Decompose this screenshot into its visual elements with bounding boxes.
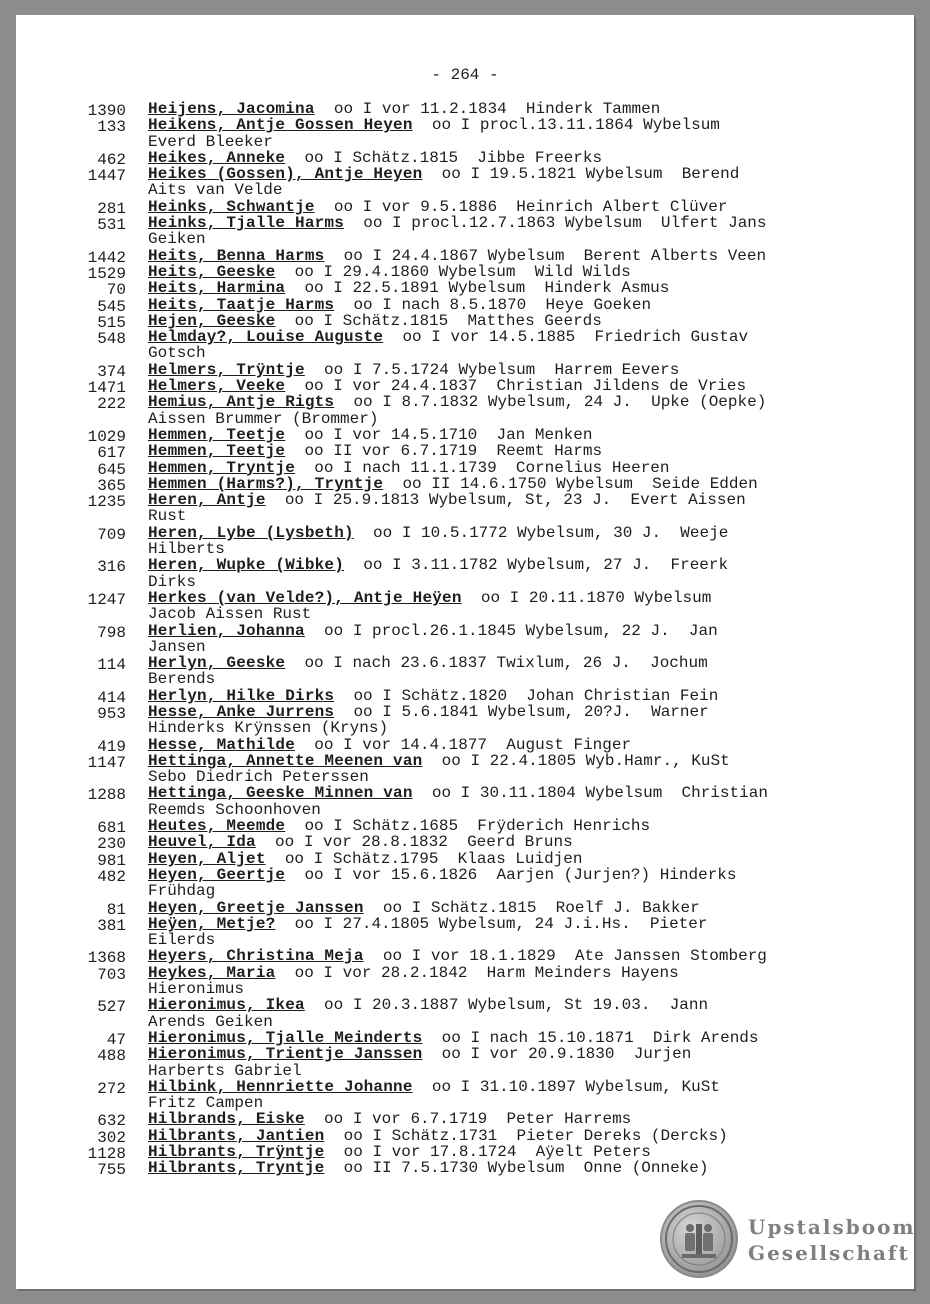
entry-first-line [148,491,746,509]
entry-marriage-info: oo I Schätz.1795 Klaas Luidjen [284,849,583,868]
entry-name: Heits, Harmina [148,279,286,298]
entry-number: 1368 [87,949,126,968]
entry-marriage-info: oo I Schätz.1731 Pieter Dereks (Dercks) [343,1126,728,1145]
entry-first-line [148,654,708,672]
entry-first-line [148,1143,651,1161]
entry-number: 703 [97,965,126,984]
entry-row [0,735,930,756]
entry-number: 1235 [87,493,126,512]
entry-marriage-info: oo I Schätz.1815 Roelf J. Bakker [382,898,700,917]
wordmark-line-1: Upstalsboom [748,1215,916,1239]
entry-row [0,246,930,267]
entry-first-line [148,149,602,167]
entry-row [0,996,930,1029]
entry-name: Heyers, Christina Meja [148,947,364,966]
entry-name: Heren, Lybe (Lysbeth) [148,523,354,542]
entry-row [0,442,930,463]
entry-number: 365 [97,476,126,495]
entry-row [0,360,930,381]
entry-number: 755 [97,1161,126,1180]
entry-continuation: Sebo Diedrich Peterssen [148,768,369,787]
entry-number: 374 [97,362,126,381]
entry-marriage-info: oo I 22.5.1891 Wybelsum Hinderk Asmus [304,279,670,298]
entry-name: Hieronimus, Ikea [148,996,305,1015]
entry-number: 133 [97,118,126,137]
entry-continuation: Fritz Campen [148,1094,264,1113]
entry-name: Hesse, Anke Jurrens [148,702,335,721]
entry-row [0,474,930,495]
entry-row [0,1126,930,1147]
entry-number: 281 [97,199,126,218]
entry-number: 527 [97,998,126,1017]
entry-row [0,752,930,785]
entry-row [0,556,930,589]
entry-number: 272 [97,1079,126,1098]
entry-name: Hejen, Geeske [148,311,276,330]
entry-first-line [148,377,746,395]
entry-name: Hettinga, Geeske Minnen van [148,784,413,803]
entry-first-line [148,996,708,1014]
entry-marriage-info: oo I 31.10.1897 Wybelsum, KuSt [431,1077,720,1096]
entry-row [0,784,930,817]
entry-continuation: Hilberts [148,540,225,559]
society-wordmark [748,1214,916,1266]
entry-name: Hilbrants, Tryntje [148,1159,325,1178]
entry-continuation: Reemds Schoonhoven [148,800,321,819]
entry-marriage-info: oo I procl.12.7.1863 Wybelsum Ulfert Jans [363,214,767,233]
entry-first-line [148,1127,728,1145]
entry-first-line [148,312,602,330]
entry-number: 548 [97,330,126,349]
entry-first-line [148,100,660,118]
entry-name: Helmday?, Louise Auguste [148,328,384,347]
entry-name: Helmers, Veeke [148,377,286,396]
entry-first-line [148,589,711,607]
entry-marriage-info: oo I Schätz.1815 Jibbe Freerks [304,148,603,167]
entry-marriage-info: oo I vor 11.2.1834 Hinderk Tammen [333,100,661,118]
entry-number: 47 [106,1030,126,1049]
entry-number: 515 [97,313,126,332]
entry-number: 632 [97,1112,126,1131]
entry-name: Herlien, Johanna [148,621,305,640]
entry-row [0,833,930,854]
entry-number: 1128 [87,1145,126,1163]
entry-number: 70 [106,281,126,300]
entry-first-line [148,524,728,542]
entry-first-line [148,947,767,965]
entry-row [0,148,930,169]
entry-row [0,1028,930,1049]
entry-first-line [148,1045,691,1063]
entry-first-line [148,752,730,770]
entry-marriage-info: oo I 3.11.1782 Wybelsum, 27 J. Freerk [363,556,729,575]
entry-name: Hesse, Mathilde [148,735,296,754]
entry-number: 709 [97,525,126,544]
entry-name: Heikes (Gossen), Antje Heyen [148,165,423,184]
entry-continuation: Hinderks Krÿnssen (Kryns) [148,719,389,738]
entry-marriage-info: oo I vor 9.5.1886 Heinrich Albert Clüver [333,197,728,216]
entry-continuation: Hieronimus [148,980,245,999]
entry-continuation: Rust [148,507,187,526]
entry-row [0,116,930,149]
entry-name: Hieronimus, Tjalle Meinderts [148,1028,423,1047]
entry-marriage-info: oo I Schätz.1820 Johan Christian Fein [353,686,719,705]
entry-number: 645 [97,460,126,479]
entry-name: Heutes, Meemde [148,817,286,836]
entry-marriage-info: oo I vor 14.5.1885 Friedrich Gustav [402,328,749,347]
entry-first-line [148,622,718,640]
entry-marriage-info: oo I vor 6.7.1719 Peter Harrems [324,1110,632,1129]
entry-row [0,425,930,446]
entry-number: 381 [97,916,126,935]
entry-number: 316 [97,558,126,577]
entry-row [0,524,930,557]
entry-marriage-info: oo I vor 15.6.1826 Aarjen (Jurjen?) Hinderks [304,865,737,884]
entry-marriage-info: oo I Schätz.1685 Frÿderich Henrichs [304,817,651,836]
entry-row [0,393,930,426]
society-seal-logo [660,1200,738,1278]
entry-marriage-info: oo I nach 11.1.1739 Cornelius Heeren [314,458,670,477]
entry-number: 1147 [87,753,126,772]
entry-marriage-info: oo I vor 14.4.1877 August Finger [314,735,632,754]
entry-number: 462 [97,150,126,169]
entry-marriage-info: oo I vor 20.9.1830 Jurjen [441,1045,692,1064]
entry-first-line [148,1159,709,1177]
entry-continuation: Dirks [148,572,197,591]
entry-marriage-info: oo I 29.4.1860 Wybelsum Wild Wilds [294,262,631,281]
entry-first-line [148,361,679,379]
entry-row [0,197,930,218]
entry-number: 1390 [87,102,126,120]
entry-marriage-info: oo I vor 24.4.1837 Christian Jildens de Vries [304,377,747,396]
entry-row [0,328,930,361]
entry-marriage-info: oo I nach 8.5.1870 Heye Goeken [353,295,652,314]
entry-first-line [148,833,573,851]
entry-marriage-info: oo I vor 17.8.1724 Aÿelt Peters [343,1143,651,1161]
entry-marriage-info: oo I procl.13.11.1864 Wybelsum [431,116,720,135]
entry-first-line [148,214,767,232]
entry-row [0,654,930,687]
entry-first-line [148,263,631,281]
entry-marriage-info: oo I vor 18.1.1829 Ate Janssen Stomberg [382,947,767,966]
entry-first-line [148,817,650,835]
entry-row [0,491,930,524]
entry-number: 1247 [87,590,126,609]
entry-name: Herlyn, Hilke Dirks [148,686,335,705]
entry-number: 1442 [87,248,126,267]
entry-continuation: Aissen Brummer (Brommer) [148,409,379,428]
entry-marriage-info: oo I 25.9.1813 Wybelsum, St, 23 J. Evert Aissen [284,491,746,510]
entry-name: Hilbrants, Trÿntje [148,1143,325,1161]
entry-marriage-info: oo I 20.3.1887 Wybelsum, St 19.03. Jann [324,996,709,1015]
entry-name: Hilbrands, Eiske [148,1110,305,1129]
entry-first-line [148,459,670,477]
entry-name: Heykes, Maria [148,963,276,982]
entry-name: Hettinga, Annette Meenen van [148,751,423,770]
entry-name: Heyen, Geertje [148,865,286,884]
entry-marriage-info: oo II vor 6.7.1719 Reemt Harms [304,442,603,461]
entry-continuation: Arends Geiken [148,1012,273,1031]
page-number: - 264 - [431,66,499,84]
entry-row [0,589,930,622]
entry-first-line [148,393,766,411]
entry-number: 414 [97,688,126,707]
entry-marriage-info: oo I 5.6.1841 Wybelsum, 20?J. Warner [353,702,709,721]
entry-name: Heits, Benna Harms [148,246,325,265]
entry-row [0,377,930,398]
entry-row [0,964,930,997]
entry-name: Herlyn, Geeske [148,654,286,673]
entry-row [0,1159,930,1180]
entry-first-line [148,899,700,917]
entry-row [0,898,930,919]
entry-name: Helmers, Trÿntje [148,360,305,379]
entry-first-line [148,736,631,754]
entry-number: 1447 [87,167,126,186]
entry-number: 230 [97,835,126,854]
entry-first-line [148,426,592,444]
entry-name: Hieronimus, Trientje Janssen [148,1045,423,1064]
entry-continuation: Jansen [148,637,206,656]
entry-name: Herkes (van Velde?), Antje Heÿen [148,588,462,607]
entry-row [0,849,930,870]
entry-first-line [148,165,739,183]
entry-number: 81 [106,900,126,919]
entry-marriage-info: oo II 7.5.1730 Wybelsum Onne (Onneke) [343,1159,709,1178]
entry-marriage-info: oo I 19.5.1821 Wybelsum Berend [441,165,740,184]
entry-name: Hemmen (Harms?), Tryntje [148,474,384,493]
entry-marriage-info: oo I vor 28.8.1832 Geerd Bruns [275,833,573,852]
entry-marriage-info: oo I vor 14.5.1710 Jan Menken [304,425,593,444]
entry-continuation: Everd Bleeker [148,132,273,151]
entry-name: Heuvel, Ida [148,833,256,852]
entry-row [0,817,930,838]
entry-name: Heyen, Greetje Janssen [148,898,364,917]
entry-first-line [148,703,709,721]
entry-number: 482 [97,867,126,886]
entry-number: 617 [97,444,126,463]
entry-first-line [148,247,766,265]
entry-continuation: Jacob Aissen Rust [148,605,312,624]
entry-continuation: Gotsch [148,344,206,363]
entry-first-line [148,687,718,705]
entry-name: Heinks, Tjalle Harms [148,214,345,233]
entry-first-line [148,784,768,802]
entry-marriage-info: oo II 14.6.1750 Wybelsum Seide Edden [402,474,758,493]
entry-row [0,622,930,655]
entry-number: 419 [97,737,126,756]
entry-first-line [148,1029,759,1047]
entry-marriage-info: oo I 7.5.1724 Wybelsum Harrem Eevers [324,360,680,379]
entry-number: 488 [97,1047,126,1066]
entry-first-line [148,1078,720,1096]
entry-name: Hemmen, Teetje [148,442,286,461]
entry-marriage-info: oo I vor 28.2.1842 Harm Meinders Hayens [294,963,679,982]
entry-continuation: Eilerds [148,931,216,950]
entry-marriage-info: oo I 30.11.1804 Wybelsum Christian [431,784,768,803]
entry-row [0,947,930,968]
entry-number: 545 [97,297,126,316]
entry-marriage-info: oo I Schätz.1815 Matthes Geerds [294,311,602,330]
entry-name: Hemmen, Teetje [148,425,286,444]
entry-marriage-info: oo I 27.4.1805 Wybelsum, 24 J.i.Hs. Pieter [294,914,708,933]
entry-first-line [148,556,728,574]
entry-row [0,1143,930,1163]
entry-row [0,295,930,316]
entry-first-line [148,915,708,933]
wordmark-line-2: Gesellschaft [748,1241,910,1265]
entry-list [0,100,930,1180]
entry-number: 1029 [87,427,126,446]
entry-row [0,262,930,283]
entry-first-line [148,442,602,460]
entry-row [0,1078,930,1111]
entry-name: Hilbrants, Jantien [148,1126,325,1145]
entry-name: Hemmen, Tryntje [148,458,296,477]
entry-name: Heyen, Aljet [148,849,266,868]
entry-number: 302 [97,1128,126,1147]
entry-marriage-info: oo I 10.5.1772 Wybelsum, 30 J. Weeje [373,523,729,542]
entry-marriage-info: oo I nach 23.6.1837 Twixlum, 26 J. Jochum [304,654,708,673]
entry-name: Hilbink, Hennriette Johanne [148,1077,413,1096]
entry-row [0,703,930,736]
entry-continuation: Berends [148,670,216,689]
entry-row [0,279,930,300]
entry-marriage-info: oo I procl.26.1.1845 Wybelsum, 22 J. Jan [324,621,718,640]
entry-name: Heÿen, Metje? [148,914,276,933]
entry-first-line [148,866,737,884]
entry-marriage-info: oo I 22.4.1805 Wyb.Hamr., KuSt [441,751,730,770]
entry-number: 798 [97,623,126,642]
entry-name: Heits, Geeske [148,262,276,281]
entry-first-line [148,198,728,216]
entry-row [0,866,930,899]
entry-number: 1471 [87,379,126,398]
entry-marriage-info: oo I nach 15.10.1871 Dirk Arends [441,1028,759,1047]
entry-number: 114 [97,656,126,675]
entry-number: 1288 [87,786,126,805]
entry-first-line [148,116,720,134]
entry-row [0,165,930,198]
entry-row [0,1045,930,1078]
entry-name: Heijens, Jacomina [148,100,315,118]
entry-name: Heits, Taatje Harms [148,295,335,314]
entry-row [0,214,930,247]
entry-number: 222 [97,395,126,414]
entry-number: 1529 [87,264,126,283]
entry-row [0,311,930,332]
entry-row [0,1110,930,1131]
entry-number: 981 [97,851,126,870]
entry-first-line [148,279,669,297]
entry-continuation: Harberts Gabriel [148,1061,302,1080]
entry-row [0,458,930,479]
entry-number: 953 [97,704,126,723]
entry-name: Hemius, Antje Rigts [148,393,335,412]
entry-row [0,915,930,948]
entry-row [0,686,930,707]
entry-first-line [148,328,748,346]
entry-marriage-info: oo I 24.4.1867 Wybelsum Berent Alberts Veen [343,246,767,265]
entry-name: Heinks, Schwantje [148,197,315,216]
entry-first-line [148,850,582,868]
entry-name: Heikens, Antje Gossen Heyen [148,116,413,135]
entry-continuation: Geiken [148,230,206,249]
entry-number: 681 [97,819,126,838]
entry-row [0,100,930,120]
entry-continuation: Frühdag [148,882,216,901]
entry-name: Heren, Wupke (Wibke) [148,556,345,575]
entry-name: Heikes, Anneke [148,148,286,167]
entry-first-line [148,964,679,982]
entry-first-line [148,296,651,314]
entry-name: Heren, Antje [148,491,266,510]
entry-first-line [148,1110,631,1128]
entry-continuation: Aits van Velde [148,181,283,200]
entry-first-line [148,475,758,493]
entry-marriage-info: oo I 8.7.1832 Wybelsum, 24 J. Upke (Oepke) [353,393,767,412]
entry-number: 531 [97,216,126,235]
entry-marriage-info: oo I 20.11.1870 Wybelsum [480,588,712,607]
